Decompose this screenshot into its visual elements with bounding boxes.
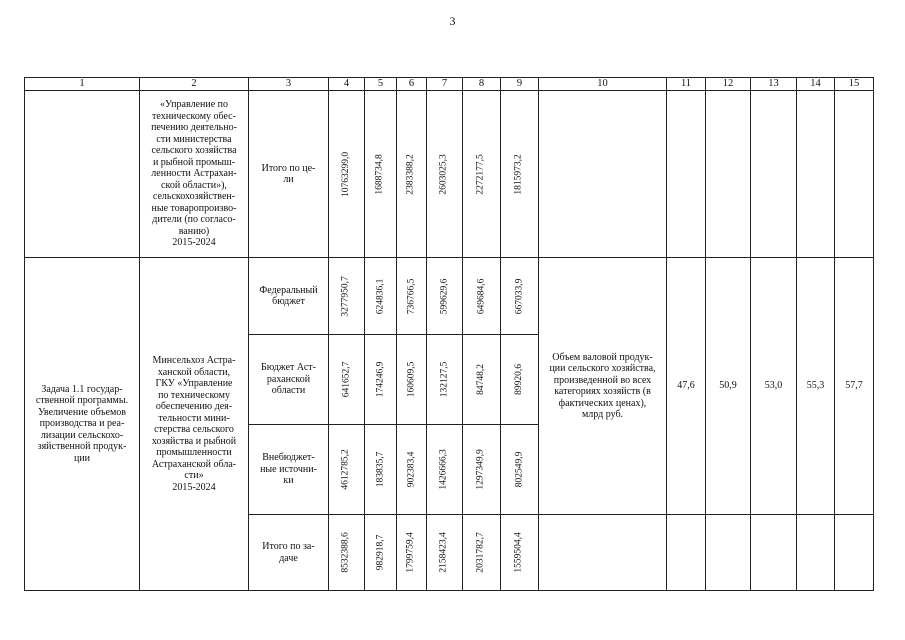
task-source-value-3-7-text: 1426666,3: [439, 449, 450, 490]
task-indicator-value-13-text: 53,0: [764, 380, 783, 392]
header-cell-3-text: 3: [285, 77, 292, 89]
task-source-value-1-6: [396, 257, 427, 335]
task-indicator: [538, 257, 667, 515]
header-cell-6-text: 6: [408, 77, 415, 89]
task-source-label-1-text: Федеральный бюджет: [259, 284, 318, 307]
task-source-value-2-8-text: 84748,2: [476, 364, 487, 395]
task-source-value-2-5: [364, 334, 397, 425]
header-cell-5: [364, 77, 397, 91]
task-source-value-2-6: [396, 334, 427, 425]
task-source-value-4-6-text: 1799759,4: [406, 532, 417, 573]
goal-total-value-7: [426, 90, 463, 258]
task-indicator-value-14: [796, 257, 835, 515]
header-cell-9-text: 9: [516, 77, 523, 89]
goal-empty-col15: [834, 90, 874, 258]
task-total-empty-col11: [666, 514, 706, 591]
goal-empty-col12: [705, 90, 751, 258]
task-source-value-1-9-text: 667033,9: [514, 278, 525, 314]
goal-empty-col14: [796, 90, 835, 258]
task-source-value-1-4-text: 3277950,7: [341, 275, 352, 317]
header-cell-12: [705, 77, 751, 91]
goal-executor-text: «Управление по техническому обес- печению деятельно- сти министерства сельского хозяйства и рыбной промыш- ленности Астрахан- ской области»), сельскохозяйствен- ные товаропроизво- дители (по согласо- ванию) 2015-2024: [151, 99, 237, 249]
task-executor-text: Минсельхоз Астра- ханской области, ГКУ «Управление по техническому обеспечению дея- тельности мини- стерства сельского хозяйства и рыбной промышленности Астраханской обла- сти» 2015-2024: [151, 355, 237, 493]
task-source-value-1-4: [328, 257, 365, 335]
header-cell-13: [750, 77, 797, 91]
page-number: 3: [449, 14, 456, 28]
task-source-value-4-7-text: 2158423,4: [439, 532, 450, 573]
task-source-value-1-7: [426, 257, 463, 335]
task-source-value-4-4: [328, 514, 365, 591]
task-source-value-3-5-text: 183835,7: [375, 451, 386, 488]
task-source-value-2-4: [328, 334, 365, 425]
task-source-value-2-7-text: 132127,5: [439, 361, 450, 398]
task-source-label-4: [248, 514, 329, 591]
header-cell-15-text: 15: [848, 77, 860, 89]
goal-total-value-6: [396, 90, 427, 258]
task-total-empty-col10: [538, 514, 667, 591]
task-source-value-1-8: [462, 257, 501, 335]
goal-total-value-8: [462, 90, 501, 258]
goal-empty-col13: [750, 90, 797, 258]
task-source-value-2-9-text: 89920,6: [514, 364, 525, 395]
header-cell-11: [666, 77, 706, 91]
task-indicator-text: Объем валовой продук- ции сельского хозяйства, произведенной во всех категориях хозяйств (в фактических ценах), млрд руб.: [549, 351, 656, 420]
goal-total-label: [248, 90, 329, 258]
goal-total-value-5: [364, 90, 397, 258]
goal-total-value-6-text: 2383388,2: [406, 153, 417, 195]
header-cell-10: [538, 77, 667, 91]
header-cell-7-text: 7: [441, 77, 448, 89]
header-cell-12-text: 12: [722, 77, 734, 89]
task-source-value-1-6-text: 736766,5: [406, 278, 417, 314]
goal-total-label-text: Итого по це- ли: [261, 162, 316, 185]
goal-total-value-5-text: 1688734,8: [375, 153, 386, 195]
task-source-value-3-6: [396, 424, 427, 515]
task-total-empty-col12: [705, 514, 751, 591]
task-source-value-3-4: [328, 424, 365, 515]
header-cell-14: [796, 77, 835, 91]
task-source-value-1-7-text: 599629,6: [439, 278, 450, 314]
task-source-value-1-5: [364, 257, 397, 335]
goal-empty-col11: [666, 90, 706, 258]
header-cell-9: [500, 77, 539, 91]
header-cell-13-text: 13: [768, 77, 779, 89]
task-source-value-3-9: [500, 424, 539, 515]
goal-empty-col10: [538, 90, 667, 258]
task-source-value-3-8-text: 1297349,9: [476, 449, 487, 490]
header-cell-11-text: 11: [680, 77, 692, 89]
task-source-label-1: [248, 257, 329, 335]
task-source-value-3-6-text: 902383,4: [406, 451, 417, 488]
goal-total-value-4-text: 10763299,0: [341, 151, 352, 197]
task-source-value-4-7: [426, 514, 463, 591]
goal-executor: [139, 90, 249, 258]
goal-total-value-8-text: 2272177,5: [476, 153, 487, 195]
task-indicator-value-11-text: 47,6: [677, 380, 695, 392]
header-cell-15: [834, 77, 874, 91]
task-source-label-3-text: Внебюджет- ные источни- ки: [260, 452, 317, 487]
goal-total-value-4: [328, 90, 365, 258]
goal-empty-col1: [24, 90, 140, 258]
task-source-value-1-5-text: 624836,1: [375, 278, 386, 314]
task-indicator-value-14-text: 55,3: [806, 380, 825, 392]
task-source-value-4-6: [396, 514, 427, 591]
task-title-text: Задача 1.1 государ- ственной программы. Увеличение объемов производства и реа- лизации сельскохо- зяйственной продук- ции: [35, 383, 129, 464]
task-source-value-4-8-text: 2031782,7: [476, 532, 487, 573]
header-cell-14-text: 14: [810, 77, 821, 89]
task-source-value-4-9: [500, 514, 539, 591]
header-cell-2-text: 2: [191, 77, 197, 89]
task-total-empty-col14: [796, 514, 835, 591]
task-source-value-3-8: [462, 424, 501, 515]
goal-total-value-9-text: 1815973,2: [514, 153, 525, 195]
task-source-value-4-9-text: 1559504,4: [514, 532, 525, 573]
task-source-label-4-text: Итого по за- даче: [262, 541, 315, 564]
task-source-value-2-5-text: 174246,9: [375, 361, 386, 398]
header-cell-5-text: 5: [377, 77, 384, 89]
header-cell-10-text: 10: [597, 77, 608, 89]
task-source-value-3-9-text: 802549,9: [514, 451, 525, 488]
task-source-value-4-5-text: 982918,7: [375, 534, 386, 571]
task-source-value-1-9: [500, 257, 539, 335]
header-cell-8-text: 8: [478, 77, 485, 89]
task-source-value-2-4-text: 641652,7: [341, 361, 352, 398]
task-source-value-2-8: [462, 334, 501, 425]
header-cell-8: [462, 77, 501, 91]
task-source-value-2-7: [426, 334, 463, 425]
task-indicator-value-15-text: 57,7: [845, 380, 863, 392]
header-cell-1: [24, 77, 140, 91]
task-title: [24, 257, 140, 591]
task-source-value-3-5: [364, 424, 397, 515]
task-total-empty-col15: [834, 514, 874, 591]
task-indicator-value-11: [666, 257, 706, 515]
header-cell-2: [139, 77, 249, 91]
task-source-value-4-8: [462, 514, 501, 591]
header-cell-6: [396, 77, 427, 91]
task-indicator-value-15: [834, 257, 874, 515]
header-cell-3: [248, 77, 329, 91]
task-total-empty-col13: [750, 514, 797, 591]
task-indicator-value-12-text: 50,9: [719, 380, 737, 392]
task-source-label-2: [248, 334, 329, 425]
task-source-value-3-7: [426, 424, 463, 515]
task-source-value-4-4-text: 8532388,6: [341, 532, 352, 573]
header-cell-7: [426, 77, 463, 91]
task-source-label-3: [248, 424, 329, 515]
task-indicator-value-12: [705, 257, 751, 515]
task-indicator-value-13: [750, 257, 797, 515]
task-source-value-1-8-text: 649684,6: [476, 278, 487, 314]
goal-total-value-9: [500, 90, 539, 258]
task-source-value-2-9: [500, 334, 539, 425]
header-cell-1-text: 1: [79, 77, 85, 89]
task-source-value-4-5: [364, 514, 397, 591]
task-source-value-2-6-text: 160609,5: [406, 361, 417, 398]
goal-total-value-7-text: 2603025,3: [439, 153, 450, 195]
header-cell-4-text: 4: [343, 77, 350, 89]
task-source-value-3-4-text: 4612785,2: [341, 449, 352, 490]
task-executor: [139, 257, 249, 591]
header-cell-4: [328, 77, 365, 91]
task-source-label-2-text: Бюджет Аст- раханской области: [261, 362, 316, 397]
